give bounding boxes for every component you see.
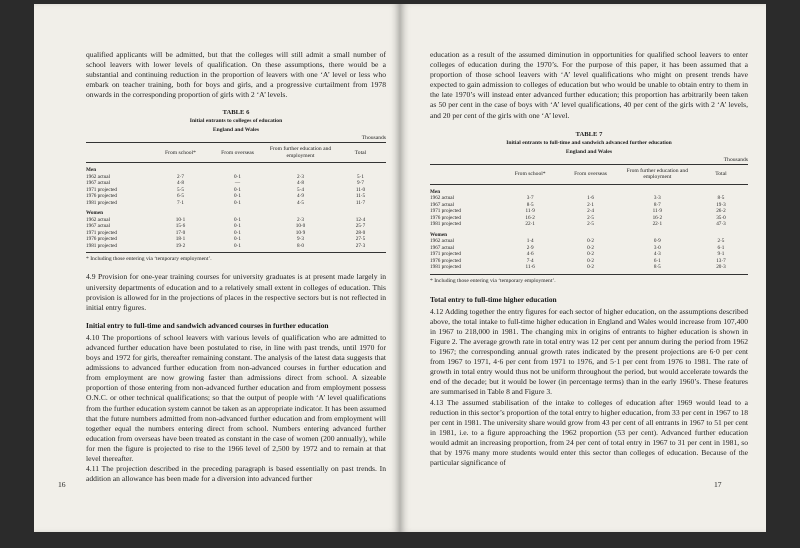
table-cell: 1971 projected [86,186,117,193]
table-cell: 26·2 [716,208,726,215]
table-cell: 0·1 [234,216,241,223]
table-cell: 4·3 [653,251,661,258]
table-cell: 20·3 [694,264,748,274]
table-cell: 35·0 [716,214,726,221]
table-cell: 2·9 [526,244,534,251]
table-cell: 7·1 [177,199,184,206]
table6-units: Thousands [361,135,386,142]
table7-header-row [430,164,748,184]
table7 [430,164,748,275]
table-cell: 0·9 [653,238,661,245]
table-cell: 1971 projected [430,251,461,258]
paragraph-4-10: 4.10 The proportions of school leavers with various levels of qualification who are admitted to advanced further education have been postulated to rise, in line with past trends, until 1970 for boys and 1972 for girls, thereafter remaining constant. The analysis of the latest data suggests that admissions to advanced further education from non-advanced courses in further education and from employment are now growing faster than admissions direct from school. A sizeable proportion of those entering from non-advanced further education and from employment possess O.N.C. or other technical qualifications; so that the output of people with ‘A’ level qualifications from the further education system cannot be taken as an appropriate indicator. It has been assumed that the future numbers admitted from non-advanced further education and from employment will together equal the numbers entering direct from school. Numbers entering advanced further education from overseas have been treated as constant in the case of women (200 annually), while for men the figure is projected to rise to the 1966 level of 2,500 by 1972 and to remain at that level thereafter. [86,332,386,463]
table-cell: 2·5 [717,238,725,245]
table-cell: 47·3 [716,221,726,228]
table-cell: 16·2 [525,214,535,221]
table6-group-men: Men [86,167,97,174]
table-cell: 2·5 [587,221,595,228]
table-cell: 1971 projected [430,208,461,215]
table-cell: 15·6 [175,223,186,230]
table-cell: 0·1 [234,173,241,180]
left-intro-paragraph: qualified applicants will be admitted, but that the colleges will still admit a small number of school leavers with lower levels of qualification. On these assumptions, there would be a substantial and continuing reduction in the proportion of leavers with one ‘A’ level or less who embark on teacher training, both for boys and girls, and a progressive curtailment from 1978 onwards in the corresponding proportion of girls with 2 ‘A’ levels. [86,50,386,100]
left-section-heading: Initial entry to full-time and sandwich advanced courses in further education [86,320,329,330]
table-cell: 1962 actual [86,216,111,223]
paragraph-4-11: 4.11 The projection described in the preceding paragraph is based essentially on past trends. In addition an allowance has been made for a diversion into advanced further [86,464,386,484]
paragraph-4-12: 4.12 Adding together the entry figures for each sector of higher education, on the assumptions described above, the total intake to full-time higher education in England and Wales would increase from 107,400 in 1967 to 218,000 in 1981. The changing mix in origins of entrants to higher education is shown in Figure 2. The average growth rate in total entry was 12 per cent per annum during the period from 1962 to 1967; the corresponding annual growth rates indicated by the present projections are 6·0 per cent from 1967 to 1971, 4·6 per cent from 1971 to 1976, and 5·1 per cent from 1976 to 1981. The rate of growth in total entry would thus not be uniform throughout the period, but would accelerate towards the end of the decade; but it would be lower (in percentage terms) than in the early 1960’s. These features are summarised in Table 8 and Figure 3. [430,306,748,397]
table-cell: 22·1 [525,221,535,228]
table-cell: 8·5 [621,264,694,274]
table-cell: 9·1 [717,251,725,258]
table-cell: 16·2 [652,214,663,221]
table-cell: 2·1 [587,201,595,208]
table-cell: 0·1 [234,236,241,243]
table-cell: 8·7 [653,201,661,208]
table-cell: 6·1 [717,244,725,251]
table6-header-cell: From school* [152,143,209,163]
table-cell: 1967 actual [430,244,455,251]
table-cell: 6·1 [653,257,661,264]
table-cell: 9·7 [357,180,364,187]
table-cell: 22·1 [652,221,663,228]
table6-header-cell: From further education and employment [266,143,335,163]
table-cell: 1971 projected [86,229,117,236]
table-cell: 11·5 [355,193,366,200]
table-cell: 5·1 [357,173,364,180]
table-cell: 8·0 [266,243,335,253]
table7-label: TABLE 7 [575,130,603,138]
table-cell: 0·1 [234,186,241,193]
table-cell: 0·2 [587,244,595,251]
table-cell: 3·7 [526,195,534,202]
table-cell: 0·1 [234,199,241,206]
table-cell: 1·6 [587,195,595,202]
table6-header-cell: Total [335,143,386,163]
table-cell: 5·4 [297,186,304,193]
table-cell: 12·4 [355,216,366,223]
table-cell: 18·1 [175,236,186,243]
right-page-number: 17 [714,480,722,489]
table-cell: 0·1 [209,243,266,253]
table-cell: 9·3 [297,236,304,243]
table-cell: 0·1 [234,229,241,236]
table-cell: 2·3 [297,173,304,180]
table6-group-row [86,163,386,174]
table-cell: 8·5 [717,195,725,202]
table-cell: 1976 projected [430,214,461,221]
left-page [34,4,400,532]
table7-footnote: * Including those entering via ‘temporary employment’. [430,277,556,284]
table6-label: TABLE 6 [222,109,250,117]
table-cell: 1981 projected [430,264,500,274]
table7-header-cell: From further education and employment [621,164,694,184]
table-cell: 1967 actual [86,223,111,230]
table-cell: 4·6 [526,251,534,258]
right-intro-paragraph: education as a result of the assumed diminution in opportunities for qualified school leavers to enter colleges of education during the 1970’s. For the purpose of this paper, it has been assumed that a proportion of those school leavers with ‘A’ level qualifications who might on present trends have expected to gain admission to colleges of education but who would be unable to obtain entry to them in the late 1970’s will instead enter advanced further education; this proportion has arbitrarily been taken as 50 per cent in the case of boys with ‘A’ level qualifications, 40 per cent of the girls with 2 ‘A’ levels, and 20 per cent of the girls with one ‘A’ level. [430,50,748,120]
table-cell: 4·9 [297,193,304,200]
table-cell: 6·5 [177,193,184,200]
table7-block [430,130,748,285]
table6-header-row [86,143,386,163]
table6-group-women: Women [86,210,104,217]
table-cell: 1976 projected [430,257,461,264]
table-cell: 1·4 [526,238,534,245]
table7-group-men: Men [430,188,441,195]
table-cell: 5·5 [177,186,184,193]
table-cell: 28·0 [355,229,366,236]
table-cell: 27·3 [335,243,386,253]
table7-header-cell: From overseas [560,164,620,184]
table-cell: 0·1 [234,223,241,230]
table-cell: 27·5 [355,236,366,243]
table7-header-cell [430,164,500,184]
table-cell: 3·0 [653,244,661,251]
table-cell: 11·7 [355,199,366,206]
table-cell: 1981 projected [86,199,117,206]
paragraph-4-13: 4.13 The assumed stabilisation of the intake to colleges of education after 1969 would lead to a reduction in this sector’s proportion of the total entry to higher education, from 33 per cent in 1967 to 18 per cent in 1981. The university share would grow from 43 per cent of all entrants in 1967 to 51 per cent in 1981, i.e. to a figure approaching the 1962 proportion (53 per cent). Advanced further education would admit an increasing proportion, from 24 per cent of total entry in 1967 to 31 per cent in 1981, so that by 1976 many more students would enter this sector than colleges of education. Because of the particular significance of [430,397,748,468]
table-cell: 10·0 [295,223,306,230]
table-cell: 1981 projected [430,221,461,228]
table-cell: 4·8 [297,180,304,187]
table-cell: 11·9 [652,208,662,215]
right-page [400,4,766,532]
table7-group-row [430,228,748,239]
table6-block [86,108,386,263]
table-cell: 1962 actual [430,195,455,202]
table-row [86,243,386,253]
table7-group-row [430,184,748,195]
table-cell: 2·5 [587,214,595,221]
paragraph-4-9: 4.9 Provision for one-year training courses for university graduates is at present made largely in university departments of education and to a relatively small extent in colleges of education. This provision is allowed for in the projections of places in the respective sectors but is not reflected in initial entry figures. [86,272,386,312]
table-cell: 2·4 [587,208,595,215]
table-cell: 11·6 [500,264,560,274]
table-cell: 0·2 [587,238,595,245]
table-cell: 11·9 [525,208,535,215]
table7-header-cell: From school* [500,164,560,184]
right-section-heading: Total entry to full-time higher education [430,294,557,304]
table-cell: 1981 projected [86,243,152,253]
table7-subtitle: England and Wales [565,148,613,155]
left-column [86,50,386,484]
table-cell: 1967 actual [430,201,455,208]
table-cell: 1976 projected [86,193,117,200]
table-cell: 0·2 [587,257,595,264]
table-cell: 8·5 [526,201,534,208]
table-cell: 1976 projected [86,236,117,243]
table-cell: 3·3 [653,195,661,202]
table-cell: 25·7 [355,223,366,230]
table7-title: Initial entrants to full-time and sandwich advanced further education [506,139,672,146]
table-cell: 7·4 [526,257,534,264]
table6-footnote: * Including those entering via ‘temporary employment’. [86,256,212,263]
table7-group-women: Women [430,231,448,238]
table-cell: 10·1 [175,216,186,223]
table-cell: 4·5 [297,199,304,206]
table-cell: 2·7 [177,173,184,180]
left-page-number: 16 [58,480,66,489]
right-column [430,50,748,468]
table-cell: 0·1 [234,193,241,200]
table-cell: 11·0 [355,186,366,193]
table7-header-cell: Total [694,164,748,184]
table-cell: 1962 actual [430,238,455,245]
table-cell: 2·3 [297,216,304,223]
table-row [430,264,748,274]
table6-group-row [86,206,386,217]
table-cell: 1962 actual [86,173,111,180]
table-cell: 10·9 [295,229,306,236]
table-cell: 1967 actual [86,180,111,187]
table6-title: Initial entrants to colleges of education [189,118,283,125]
table6-subtitle: England and Wales [212,127,260,134]
table-cell: — [234,180,241,187]
table-cell: 19·3 [716,201,726,208]
table6-header-cell [86,143,152,163]
table6 [86,142,386,253]
table7-units: Thousands [723,156,748,163]
table-cell: 19·2 [152,243,209,253]
table-cell: 4·8 [177,180,184,187]
table-cell: 0·2 [560,264,620,274]
table-cell: 13·7 [716,257,726,264]
table-cell: 17·0 [175,229,186,236]
table-cell: 0·2 [587,251,595,258]
table6-header-cell: From overseas [209,143,266,163]
